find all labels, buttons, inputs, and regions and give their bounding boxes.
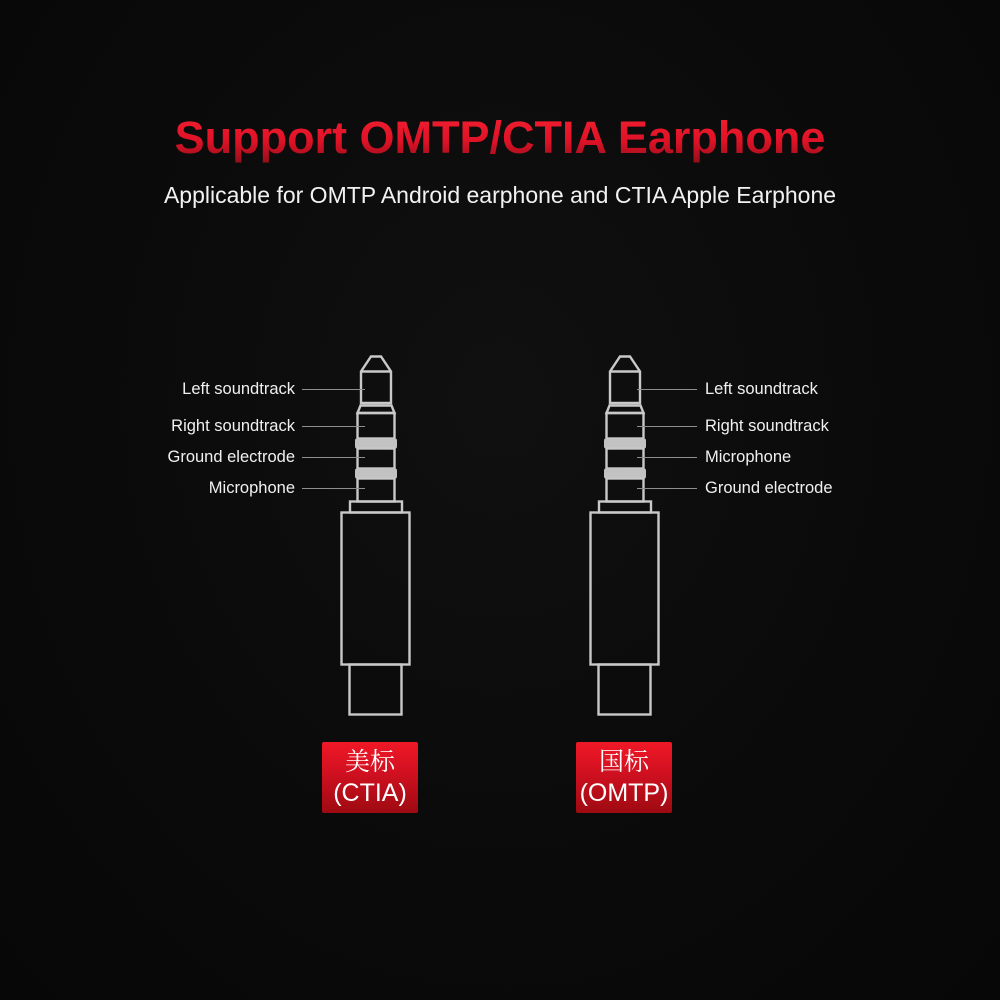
pin-label-ground-electrode: Ground electrode	[705, 479, 833, 497]
pin-label-right-soundtrack: Right soundtrack	[171, 417, 295, 435]
ctia-badge-chinese: 美标	[344, 748, 395, 776]
callout-line	[302, 426, 365, 427]
callout-line	[637, 426, 697, 427]
pin-label-right-soundtrack: Right soundtrack	[705, 417, 829, 435]
pin-label-microphone: Microphone	[705, 448, 792, 466]
page-subtitle: Applicable for OMTP Android earphone and CTIA Apple Earphone	[163, 182, 837, 208]
pin-label-microphone: Microphone	[208, 479, 295, 497]
pin-label-left-soundtrack: Left soundtrack	[182, 380, 295, 398]
pin-label-ground-electrode: Ground electrode	[167, 448, 295, 466]
callout-line	[637, 389, 697, 390]
ctia-standard-badge	[322, 742, 418, 813]
callout-line	[637, 488, 697, 489]
callout-line	[637, 457, 697, 458]
callout-line	[302, 488, 365, 489]
jack-plug-icon	[336, 350, 416, 720]
jack-plug-icon	[585, 350, 665, 720]
pin-label-left-soundtrack: Left soundtrack	[705, 380, 818, 398]
callout-line	[302, 457, 365, 458]
page-title: Support OMTP/CTIA Earphone	[0, 112, 1000, 164]
omtp-badge-chinese: 国标	[598, 748, 649, 776]
callout-line	[302, 389, 365, 390]
omtp-badge-english: (OMTP)	[579, 778, 669, 807]
ctia-badge-english: (CTIA)	[333, 778, 407, 807]
omtp-standard-badge	[576, 742, 672, 813]
